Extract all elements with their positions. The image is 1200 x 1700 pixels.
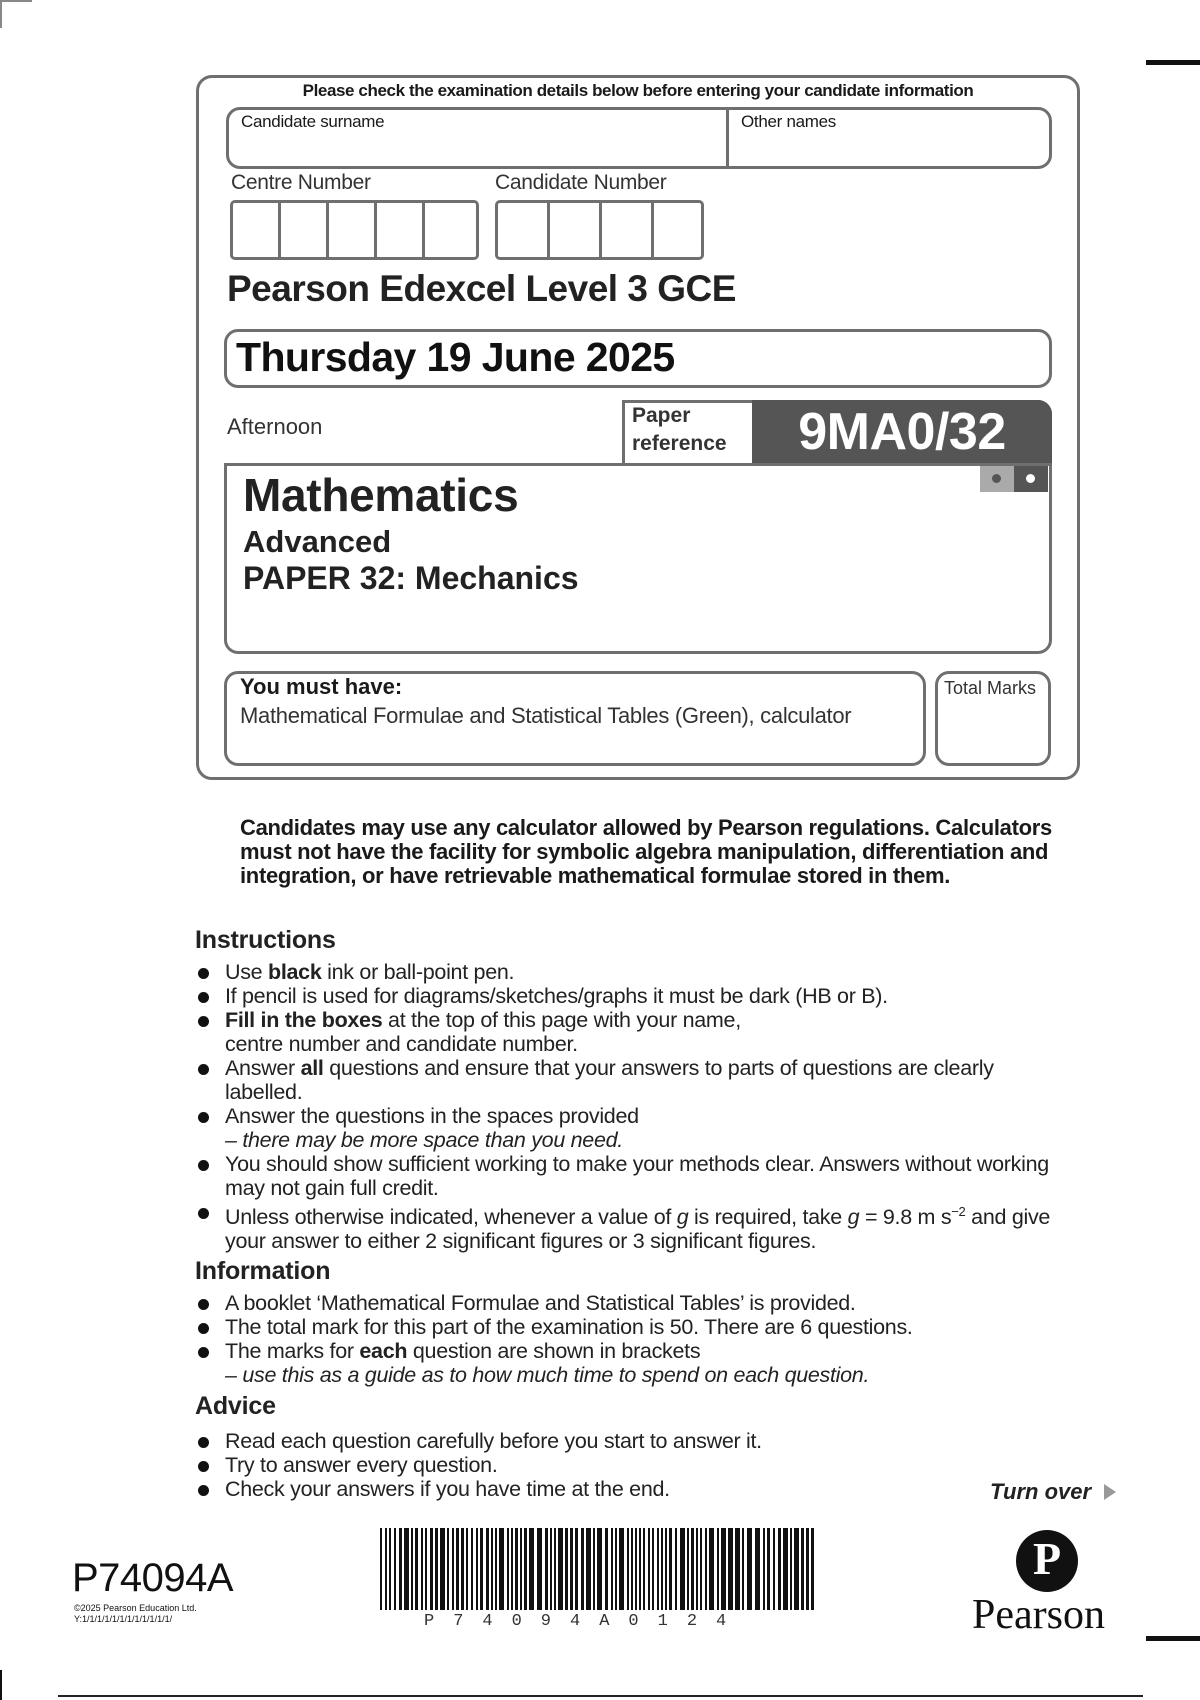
barcode-bar: [742, 1528, 744, 1610]
advice-list: [195, 1429, 1075, 1501]
barcode-bar: [411, 1528, 413, 1610]
name-box-divider: [726, 107, 729, 169]
barcode-bar: [515, 1528, 518, 1610]
barcode-bar: [767, 1528, 770, 1610]
barcode-bar: [615, 1528, 617, 1610]
barcode-bar: [639, 1528, 641, 1610]
barcode-bar: [700, 1528, 702, 1610]
barcode-bar: [565, 1528, 568, 1610]
text: Read each question carefully before you start to answer it.: [225, 1429, 762, 1453]
list-item: [195, 1200, 1075, 1253]
barcode-bar: [806, 1528, 809, 1610]
barcode-bar: [435, 1528, 438, 1610]
list-item: [195, 1315, 1075, 1339]
paper-code: P74094A: [72, 1556, 234, 1600]
barcode-bar: [507, 1528, 509, 1610]
must-have-heading: You must have:: [240, 674, 403, 699]
barcode-bar: [735, 1528, 740, 1610]
barcode-bar: [586, 1528, 591, 1610]
barcode-bar: [447, 1528, 449, 1610]
text: question are shown in brackets: [407, 1339, 701, 1363]
barcode-number: P74094A0124: [424, 1612, 746, 1631]
copyright-line: ©2025 Pearson Education Ltd.: [74, 1603, 197, 1613]
barcode-bar: [648, 1528, 650, 1610]
barcode-bar: [380, 1528, 382, 1610]
text: and give your answer to either 2 significant figures or 3 significant figures.: [225, 1205, 1051, 1254]
barcode-bar: [545, 1528, 548, 1610]
barcode-bar: [661, 1528, 663, 1610]
barcode-bar: [635, 1528, 637, 1610]
list-item: [195, 1104, 1075, 1152]
barcode-bar: [717, 1528, 719, 1610]
barcode-bar: [399, 1528, 402, 1610]
instructions-heading: Instructions: [195, 926, 336, 954]
barcode-bar: [415, 1528, 418, 1610]
text: Unless otherwise indicated, whenever a value of: [225, 1205, 677, 1230]
barcode-bar: [657, 1528, 659, 1610]
centre-number-boxes[interactable]: [230, 200, 479, 260]
list-item: [195, 1429, 1075, 1453]
barcode-bar: [605, 1528, 608, 1610]
barcode-bar: [627, 1528, 629, 1610]
paper-title: PAPER 32: Mechanics: [243, 560, 579, 596]
list-item: [195, 1008, 1075, 1056]
barcode-bar: [721, 1528, 726, 1610]
paper-reference-code: 9MA0/32: [798, 403, 1006, 461]
barcode-bar: [461, 1528, 464, 1610]
barcode-bar: [581, 1528, 584, 1610]
barcode-bar: [537, 1528, 542, 1610]
barcode-bar: [404, 1528, 409, 1610]
text: is required, take: [688, 1205, 848, 1230]
copyright-line: Y:1/1/1/1/1/1/1/1/1/1/1/1/: [74, 1614, 173, 1624]
text: all: [300, 1056, 324, 1080]
barcode-bar: [558, 1528, 563, 1610]
barcode-bar: [511, 1528, 513, 1610]
barcode-bar: [696, 1528, 698, 1610]
instructions-list: [195, 960, 1075, 1253]
text: – use this as a guide as to how much time to spend on each question.: [225, 1363, 870, 1387]
text: Answer the questions in the spaces provided: [225, 1104, 639, 1128]
text: each: [359, 1339, 408, 1363]
barcode-bar: [421, 1528, 423, 1610]
barcode-bar: [669, 1528, 672, 1610]
barcode-bar: [480, 1528, 483, 1610]
digit-box[interactable]: [281, 203, 329, 257]
barcode-bar: [499, 1528, 504, 1610]
barcode-bar: [783, 1528, 788, 1610]
text: You should show sufficient working to make your methods clear. Answers without working may not gain full credit.: [225, 1152, 1049, 1200]
barcode-bar: [385, 1528, 387, 1610]
text: Fill in the boxes: [225, 1008, 383, 1032]
digit-box[interactable]: [498, 203, 550, 257]
barcode-bar: [709, 1528, 714, 1610]
registration-mark: [1146, 1636, 1200, 1641]
barcode-bar: [520, 1528, 522, 1610]
text: The total mark for this part of the examination is 50. There are 6 questions.: [225, 1315, 913, 1339]
barcode-bar: [440, 1528, 445, 1610]
page-bottom-rule: [58, 1695, 1143, 1697]
barcode-icon: [380, 1528, 820, 1618]
barcode-bar: [687, 1528, 689, 1610]
information-list: [195, 1291, 1075, 1387]
list-item: [195, 1453, 1075, 1477]
barcode-bar: [524, 1528, 527, 1610]
subject-title: Mathematics: [243, 469, 519, 521]
barcode-bar: [643, 1528, 645, 1610]
digit-box[interactable]: [602, 203, 654, 257]
barcode-bar: [801, 1528, 804, 1610]
pearson-logo-word: Pearson: [972, 1592, 1105, 1638]
text: black: [268, 960, 322, 984]
exam-session: Afternoon: [227, 414, 323, 439]
barcode-bar: [389, 1528, 391, 1610]
digit-box[interactable]: [377, 203, 425, 257]
check-details-text: Please check the examination details below before entering your candidate information: [302, 81, 974, 100]
barcode-bar: [794, 1528, 799, 1610]
barcode-bar: [456, 1528, 459, 1610]
subject-level: Advanced: [243, 524, 392, 559]
advice-heading: Advice: [195, 1392, 276, 1420]
digit-box[interactable]: [329, 203, 377, 257]
text: Use: [225, 960, 269, 984]
barcode-bar: [570, 1528, 573, 1610]
text: −2: [951, 1204, 966, 1219]
other-names-label: Other names: [741, 112, 836, 131]
barcode-bar: [691, 1528, 694, 1610]
digit-box[interactable]: [654, 203, 701, 257]
barcode-bar: [611, 1528, 613, 1610]
logo-letter: P: [1032, 1533, 1062, 1584]
barcode-bar: [763, 1528, 765, 1610]
barcode-bar: [680, 1528, 685, 1610]
barcode-bar: [747, 1528, 752, 1610]
centre-number-label: Centre Number: [231, 171, 371, 194]
barcode-bar: [495, 1528, 497, 1610]
barcode-bar: [665, 1528, 667, 1610]
barcode-bar: [593, 1528, 595, 1610]
candidate-surname-label: Candidate surname: [241, 112, 385, 131]
text: at the top of this page with your name,: [382, 1008, 741, 1032]
text: centre number and candidate number.: [225, 1032, 578, 1056]
calculator-note: Candidates may use any calculator allowed by Pearson regulations. Calculators must not have the facility for symbolic algebra manipulation, differentiation and integration, or have retrievable mathematical formulae stored in them.: [240, 815, 1052, 888]
text: Answer: [225, 1056, 301, 1080]
text: Try to answer every question.: [225, 1453, 498, 1477]
barcode-bar: [430, 1528, 433, 1610]
digit-box[interactable]: [425, 203, 476, 257]
barcode-bar: [705, 1528, 707, 1610]
candidate-number-label: Candidate Number: [495, 171, 667, 194]
barcode-bar: [529, 1528, 534, 1610]
information-heading: Information: [195, 1257, 331, 1285]
text: Check your answers if you have time at the end.: [225, 1477, 670, 1501]
barcode-bar: [755, 1528, 760, 1610]
turn-over-text: Turn over: [990, 1479, 1092, 1504]
list-item: [195, 960, 1075, 984]
text: = 9.8 m s: [859, 1205, 952, 1230]
exam-board-title: Pearson Edexcel Level 3 GCE: [227, 268, 736, 309]
list-item: [195, 1056, 1075, 1104]
text: g: [847, 1205, 860, 1230]
text: The marks for: [225, 1339, 360, 1363]
registration-mark: [1146, 60, 1200, 65]
paper-reference-label-line: Paper: [632, 404, 691, 427]
list-item: [195, 1339, 1075, 1387]
barcode-bar: [452, 1528, 454, 1610]
barcode-bar: [773, 1528, 775, 1610]
corner-mark: [0, 0, 32, 2]
barcode-bar: [486, 1528, 489, 1610]
barcode-bar: [575, 1528, 578, 1610]
barcode-bar: [778, 1528, 781, 1610]
corner-mark: [0, 1670, 2, 1700]
barcode-bar: [491, 1528, 493, 1610]
barcode-bar: [675, 1528, 677, 1610]
barcode-bar: [619, 1528, 624, 1610]
text: g: [676, 1205, 689, 1230]
text: If pencil is used for diagrams/sketches/graphs it must be dark (HB or B).: [225, 984, 888, 1008]
barcode-bar: [476, 1528, 478, 1610]
candidate-number-boxes[interactable]: [495, 200, 704, 260]
barcode-bar: [811, 1528, 814, 1610]
play-arrow-icon: [1104, 1484, 1116, 1500]
exam-date: Thursday 19 June 2025: [236, 334, 675, 380]
barcode-bar: [425, 1528, 427, 1610]
tier-dot-icon: [1026, 474, 1035, 483]
barcode-bar: [728, 1528, 733, 1610]
text: A booklet ‘Mathematical Formulae and Statistical Tables’ is provided.: [225, 1291, 856, 1315]
must-have-text: Mathematical Formulae and Statistical Tables (Green), calculator: [240, 703, 852, 728]
barcode-bar: [466, 1528, 468, 1610]
barcode-bar: [790, 1528, 792, 1610]
paper-reference-label-line: reference: [632, 432, 727, 455]
corner-mark: [0, 0, 2, 28]
text: ink or ball-point pen.: [321, 960, 515, 984]
barcode-bar: [631, 1528, 633, 1610]
list-item: [195, 1291, 1075, 1315]
list-item: [195, 1152, 1075, 1200]
tier-dot-icon: [992, 474, 1001, 483]
digit-box[interactable]: [233, 203, 281, 257]
digit-box[interactable]: [550, 203, 602, 257]
barcode-bar: [471, 1528, 473, 1610]
paper-reference-label: [632, 402, 727, 458]
text: questions and ensure that your answers to parts of questions are clearly labelled.: [225, 1056, 994, 1104]
barcode-bar: [597, 1528, 602, 1610]
barcode-bar: [554, 1528, 556, 1610]
pearson-logo-icon: [1016, 1530, 1078, 1592]
total-marks-label: Total Marks: [944, 678, 1037, 698]
barcode-bar: [550, 1528, 552, 1610]
barcode-bar: [652, 1528, 654, 1610]
barcode-bar: [394, 1528, 396, 1610]
text: – there may be more space than you need.: [225, 1128, 623, 1152]
list-item: [195, 984, 1075, 1008]
copyright-text: [74, 1603, 197, 1625]
list-item: [195, 1477, 1075, 1501]
